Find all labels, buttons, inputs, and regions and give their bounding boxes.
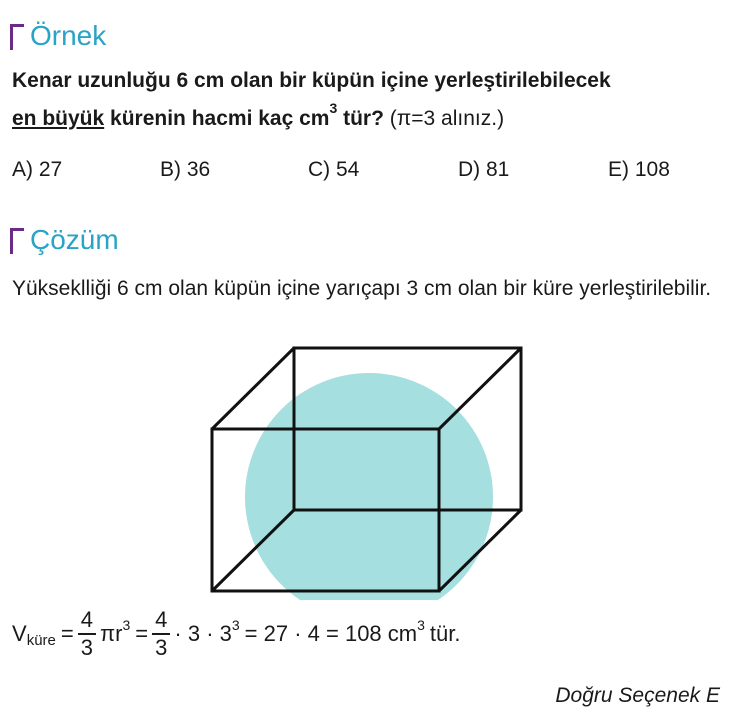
formula-mid: · 3 · 3 [174, 621, 232, 646]
solution-text: Yükseklliği 6 cm olan küpün içine yarıçapı 3 cm olan bir küre yerleştirilebilir. [12, 277, 712, 300]
question-exponent: 3 [329, 100, 338, 116]
heading-bracket-icon [10, 24, 24, 50]
volume-formula [12, 604, 460, 664]
formula-pi-r: πr [99, 621, 123, 646]
choice-a[interactable]: A) 27 [12, 158, 63, 181]
formula-result: = 27 · 4 = 108 cm [244, 621, 418, 646]
fraction-1: $\frac{4}{3}$ [78, 607, 96, 661]
choice-e[interactable]: E) 108 [608, 158, 670, 181]
formula-tail: tür. [429, 621, 461, 646]
question-underlined: en büyük [12, 107, 105, 130]
answer-choices [12, 158, 732, 192]
formula-v: V [12, 621, 27, 646]
question-line-2: kürenin hacmi kaç cm [110, 107, 330, 130]
formula-eq: = [60, 621, 74, 646]
solution-heading [10, 222, 119, 258]
formula-eq-2: = [135, 621, 149, 646]
question-end: tür? [343, 107, 384, 130]
solution-heading-label: Çözüm [30, 224, 119, 255]
formula-v-sub: küre [26, 631, 56, 649]
question-text [12, 62, 732, 138]
sphere-shape [245, 373, 493, 600]
example-heading [10, 18, 106, 54]
question-note: (π=3 alınız.) [389, 107, 505, 130]
choice-c[interactable]: C) 54 [308, 158, 360, 181]
question-line-1: Kenar uzunluğu 6 cm olan bir küpün içine yerleştirilebilecek [12, 69, 611, 92]
heading-bracket-icon [10, 228, 24, 254]
formula-exp-2: 3 [231, 617, 240, 633]
formula-exp-1: 3 [122, 617, 131, 633]
fraction-2: $\frac{4}{3}$ [152, 607, 170, 661]
choice-d[interactable]: D) 81 [458, 158, 510, 181]
example-heading-label: Örnek [30, 20, 107, 51]
choice-b[interactable]: B) 36 [160, 158, 211, 181]
cube-sphere-figure [205, 340, 530, 600]
correct-answer: Doğru Seçenek E [555, 684, 720, 707]
formula-exp-3: 3 [417, 617, 425, 633]
